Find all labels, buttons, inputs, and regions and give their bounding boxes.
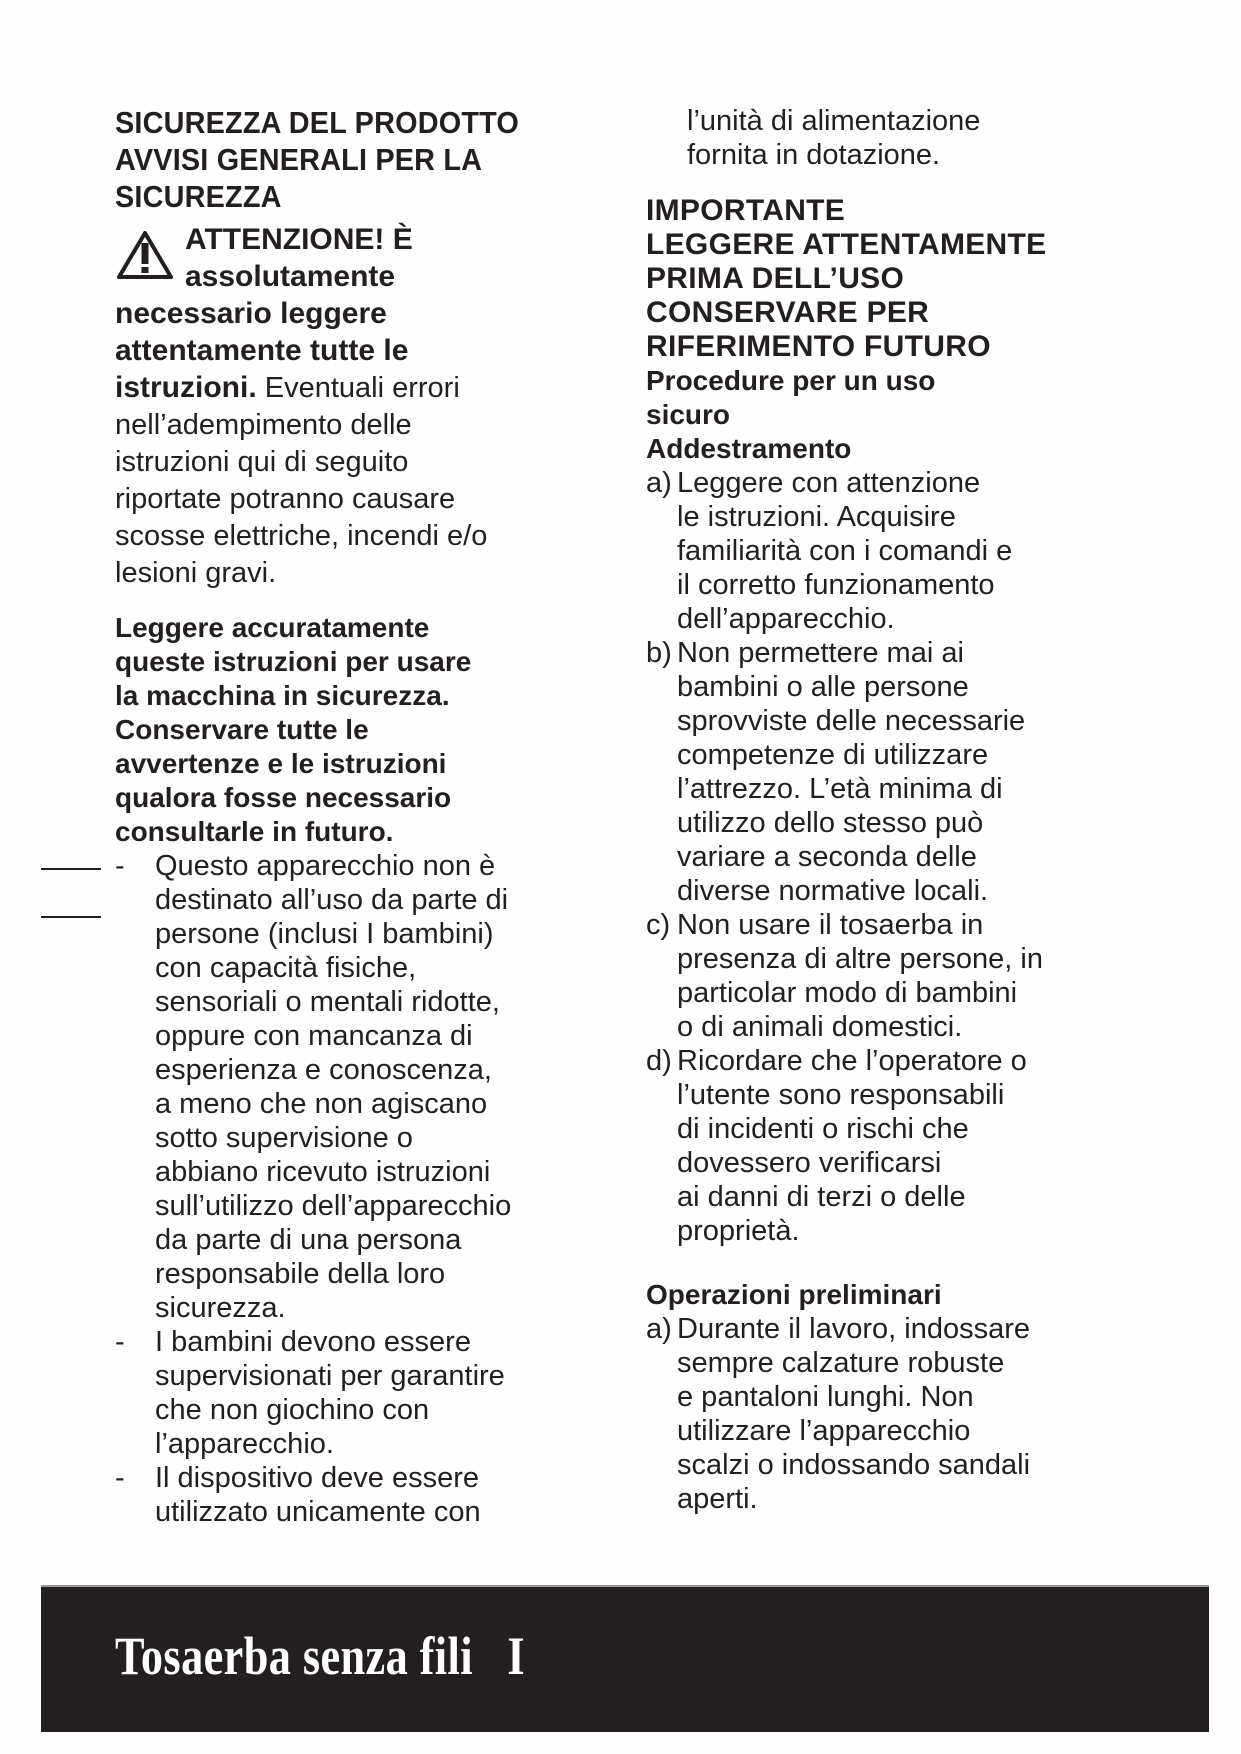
list-item [646, 636, 1146, 908]
footer-title [115, 1625, 525, 1687]
list-item-continuation: l’unità di alimentazione fornita in dotazione. [687, 105, 981, 171]
list-item [646, 908, 1146, 1044]
list-item [115, 849, 635, 1325]
warning-bold-text: assolutamente necessario leggere attentamente tutte le istruzioni. [115, 260, 409, 404]
item-marker: a) [646, 1313, 672, 1345]
list-item-text: Il dispositivo deve essere utilizzato unicamente con [155, 1462, 481, 1528]
item-marker: d) [646, 1045, 672, 1077]
list-item [646, 1044, 1146, 1248]
list-item-text: Non usare il tosaerba in presenza di altre persone, in particolar modo di bambini o di animali domestici. [677, 909, 1043, 1043]
item-marker: b) [646, 637, 672, 669]
left-column [115, 104, 635, 1529]
margin-mark [41, 868, 101, 870]
list-item [115, 1325, 635, 1461]
bullet-marker: - [115, 850, 125, 882]
warning-text: Eventuali errori nell’adempimento delle istruzioni qui di seguito riportate potranno causare scosse elettriche, incendi e/o lesioni gravi. [115, 372, 488, 589]
list-item-text: Questo apparecchio non è destinato all’uso da parte di persone (inclusi I bambini) con capacità fisiche, sensoriali o mentali ridotte, oppure con mancanza di esperienza e conoscenza, a meno che non agiscano sotto supervisione o abbiano ricevuto istruzioni sull’utilizzo dell’apparecchio da parte di una persona responsabile della loro sicurezza. [155, 850, 512, 1324]
list-item-text: Non permettere mai ai bambini o alle persone sprovviste delle necessarie competenze di utilizzare l’attrezzo. L’età minima di utilizzo dello stesso può variare a seconda delle diverse normative locali. [677, 637, 1026, 907]
warning-block [115, 221, 635, 591]
footer-band [41, 1585, 1209, 1732]
important-heading: IMPORTANTE LEGGERE ATTENTAMENTE PRIMA DELL’USO CONSERVARE PER RIFERIMENTO FUTURO [646, 194, 1047, 363]
section-heading: SICUREZZA DEL PRODOTTO AVVISI GENERALI PER LA SICUREZZA [115, 105, 519, 214]
list-item [646, 1312, 1146, 1516]
product-name: Tosaerba senza fili [115, 1626, 473, 1686]
bullet-marker: - [115, 1462, 125, 1494]
margin-mark [41, 916, 101, 918]
warning-title: ATTENZIONE! È [185, 223, 413, 256]
list-item [646, 466, 1146, 636]
item-marker: a) [646, 467, 672, 499]
warning-triangle-icon [115, 229, 175, 281]
bullet-marker: - [115, 1326, 125, 1358]
section-title: Addestramento [646, 433, 852, 464]
subheading: Procedure per un uso sicuro [646, 365, 936, 430]
section-title: Operazioni preliminari [646, 1279, 942, 1310]
list-item-text: Leggere con attenzione le istruzioni. Acquisire familiarità con i comandi e il corretto funzionamento dell’apparecchio. [677, 467, 1013, 635]
language-code: I [507, 1626, 526, 1686]
bold-paragraph: Leggere accuratamente queste istruzioni per usare la macchina in sicurezza. Conservare tutte le avvertenze e le istruzioni qualora fosse necessario consultarle in futuro. [115, 612, 472, 847]
item-marker: c) [646, 909, 671, 941]
list-item-text: Ricordare che l’operatore o l’utente sono responsabili di incidenti o rischi che dovessero verificarsi ai danni di terzi o delle proprietà. [677, 1045, 1027, 1247]
list-item-text: I bambini devono essere supervisionati per garantire che non giochino con l’apparecchio. [155, 1326, 505, 1460]
list-item [115, 1461, 635, 1529]
right-column [646, 104, 1146, 1516]
list-item-text: Durante il lavoro, indossare sempre calzature robuste e pantaloni lunghi. Non utilizzare l’apparecchio scalzi o indossando sandali aperti. [677, 1313, 1031, 1515]
